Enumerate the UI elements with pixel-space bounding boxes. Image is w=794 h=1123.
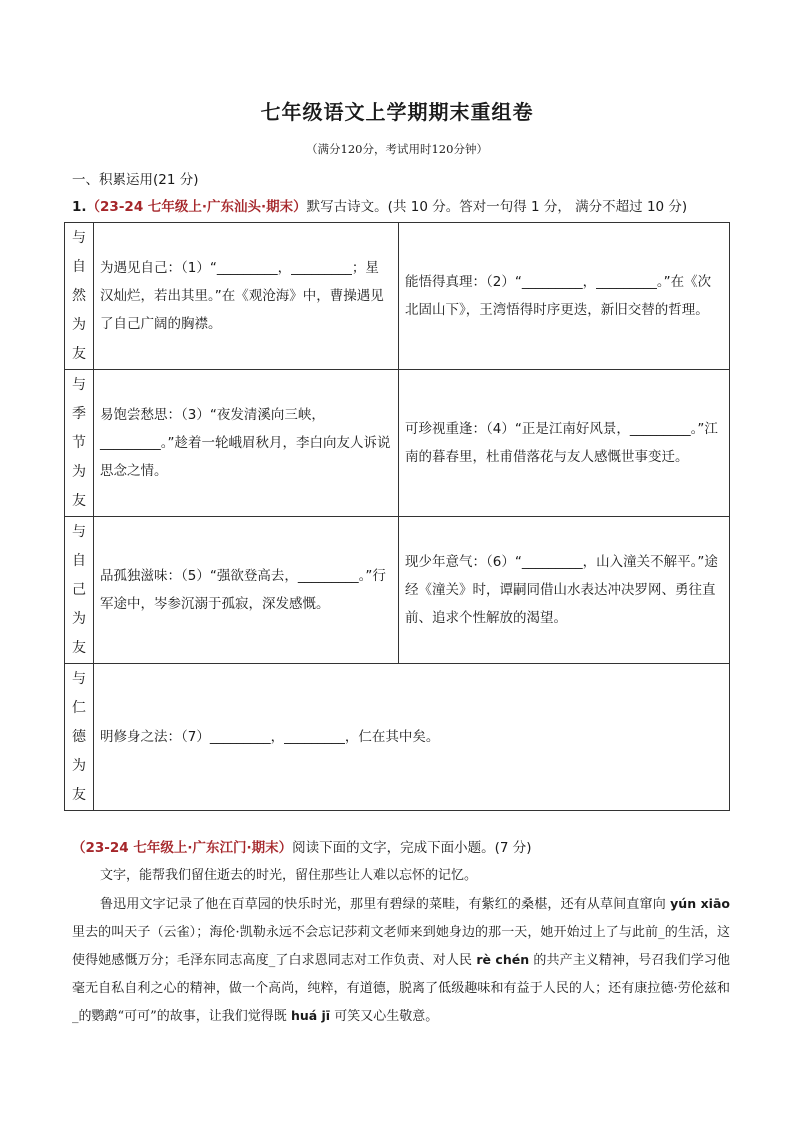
answer-cell[interactable]: 可珍视重逢：（4）“正是江南好风景，_________。”江南的暮春里，杜甫借落花与友人感慨世事变迁。 bbox=[399, 370, 730, 517]
answer-cell[interactable]: 为遇见自己：（1）“_________，_________；星汉灿烂，若出其里。”在《观沧海》中，曹操遇见了自己广阔的胸襟。 bbox=[94, 223, 399, 370]
question-source: （23-24 七年级上·广东汕头·期末） bbox=[86, 199, 307, 215]
table-row bbox=[65, 517, 730, 664]
passage-heading bbox=[72, 836, 532, 856]
answer-cell[interactable]: 品孤独滋味：（5）“强欲登高去，_________。”行军途中，岑参沉溺于孤寂，深发感慨。 bbox=[94, 517, 399, 664]
row-label: 与 自 己 为 友 bbox=[65, 517, 94, 664]
table-row bbox=[65, 370, 730, 517]
answer-cell[interactable]: 能悟得真理：（2）“_________，_________。”在《次北固山下》，王湾悟得时序更迭，新旧交替的哲理。 bbox=[399, 223, 730, 370]
pinyin-blank: huá jī bbox=[290, 1008, 331, 1023]
answer-cell[interactable]: 现少年意气：（6）“_________，山入潼关不解平。”途经《潼关》时，谭嗣同借山水表达冲决罗网、勇往直前、追求个性解放的渴望。 bbox=[399, 517, 730, 664]
table-row bbox=[65, 223, 730, 370]
passage-source: （23-24 七年级上·广东江门·期末） bbox=[72, 840, 293, 856]
pinyin-blank: yún xiāo bbox=[670, 896, 730, 911]
row-label: 与 季 节 为 友 bbox=[65, 370, 94, 517]
question-number: 1. bbox=[72, 199, 87, 215]
answer-cell[interactable]: 易饱尝愁思：（3）“夜发清溪向三峡，_________。”趁着一轮峨眉秋月，李白向友人诉说思念之情。 bbox=[94, 370, 399, 517]
passage-instruction: 阅读下面的文字，完成下面小题。(7 分) bbox=[292, 840, 532, 856]
question-1 bbox=[72, 195, 687, 215]
exam-info: （满分120分，考试用时120分钟） bbox=[306, 142, 488, 156]
passage-paragraph-2: 鲁迅用文字记录了他在百草园的快乐时光，那里有碧绿的菜畦，有紫红的桑椹，还有从草间直窜向 yún xiāo 里去的叫天子（云雀）；海伦·凯勒永远不会忘记莎莉文老师来到她身边的那一天，她开始过上了与此前_的生活，这使得她感慨万分；毛泽东同志高度_了白求恩同志对工作负责、对人民 rè chén 的共产主义精神，号召我们学习他毫无自私自利之心的精神，做一个高尚，纯粹，有道德，脱离了低级趣味和有益于人民的人；还有康拉德·劳伦兹和_的鹦鹉“可可”的故事，让我们觉得既 huá jī 可笑又心生敬意。 bbox=[72, 896, 730, 1024]
passage-paragraph-1: 文字，能帮我们留住逝去的时光，留住那些让人难以忘怀的记忆。 bbox=[100, 868, 478, 883]
question-text: 默写古诗文。(共 10 分。答对一句得 1 分， 满分不超过 10 分) bbox=[306, 199, 688, 215]
row-label: 与 仁 德 为 友 bbox=[65, 664, 94, 811]
section-heading: 一、积累运用(21 分) bbox=[72, 172, 199, 188]
poetry-table bbox=[64, 222, 730, 811]
row-label: 与 自 然 为 友 bbox=[65, 223, 94, 370]
table-row bbox=[65, 664, 730, 811]
pinyin-blank: rè chén bbox=[476, 952, 530, 967]
answer-cell[interactable]: 明修身之法：（7）_________，_________，仁在其中矣。 bbox=[94, 664, 730, 811]
page-title: 七年级语文上学期期末重组卷 bbox=[260, 100, 534, 124]
